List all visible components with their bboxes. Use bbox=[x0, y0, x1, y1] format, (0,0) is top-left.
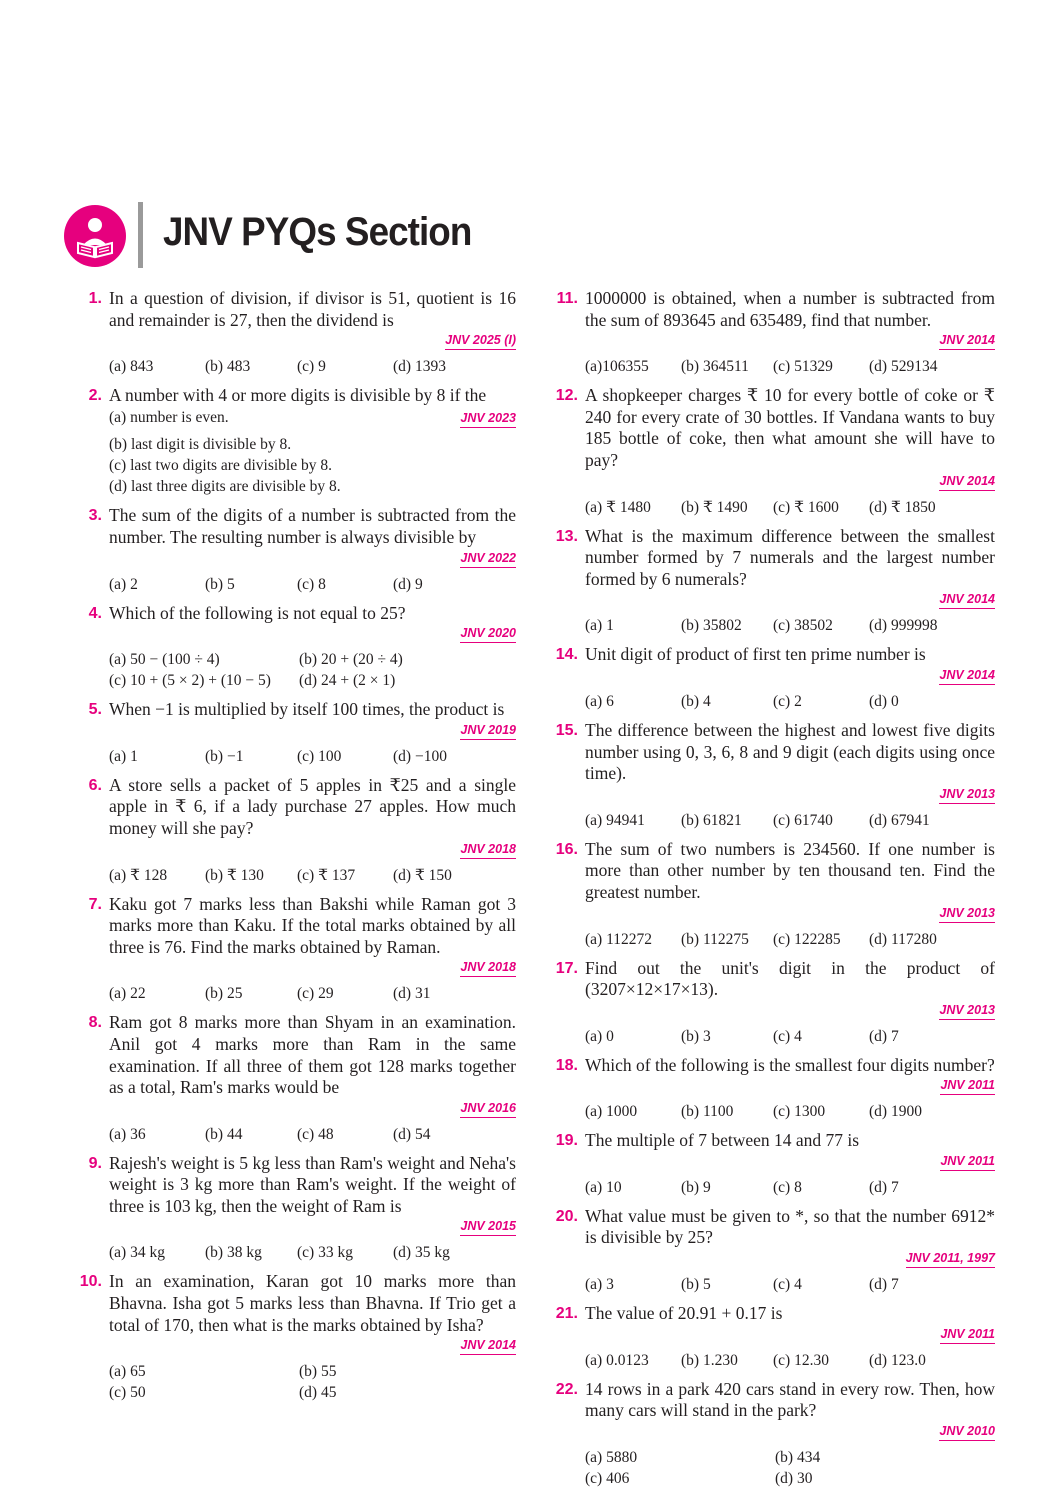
option: (d) 1900 bbox=[869, 1103, 922, 1121]
question-item bbox=[552, 1055, 995, 1123]
question-text: What is the maximum difference between the smallest number formed by 7 numerals and the largest number formed by 6 numerals? bbox=[585, 525, 995, 589]
option: (c) ₹ 137 bbox=[297, 866, 356, 884]
question-item bbox=[552, 839, 995, 950]
options-list bbox=[109, 983, 516, 1004]
question-number: 9. bbox=[88, 1154, 102, 1172]
options-list bbox=[585, 615, 995, 636]
question-number: 10. bbox=[79, 1273, 102, 1291]
options-list bbox=[585, 929, 995, 950]
option: (c) 51329 bbox=[773, 358, 833, 376]
question-number: 17. bbox=[555, 959, 578, 977]
year-tag-line bbox=[109, 330, 516, 350]
options-list bbox=[585, 691, 995, 712]
year-tag-line bbox=[585, 1324, 995, 1344]
year-tag: JNV 2015 bbox=[460, 1218, 516, 1236]
option: (d) −100 bbox=[393, 747, 447, 765]
question-number: 14. bbox=[555, 646, 578, 664]
option: (c) 4 bbox=[773, 1027, 802, 1045]
question-item bbox=[76, 288, 516, 377]
option: (b) last digit is divisible by 8. bbox=[109, 436, 292, 454]
question-item bbox=[552, 385, 995, 517]
left-column bbox=[76, 288, 516, 1411]
option: (b) 55 bbox=[299, 1363, 337, 1381]
option: (d) 7 bbox=[869, 1276, 899, 1294]
option: (d) 123.0 bbox=[869, 1351, 926, 1369]
question-number: 6. bbox=[88, 776, 102, 794]
question-text: In an examination, Karan got 10 marks more than Bhavna. Isha got 5 marks less than Bhavna. If Trio get a total of 170, then what is the marks obtained by Isha? bbox=[109, 1271, 516, 1335]
year-tag-line bbox=[109, 623, 516, 643]
option: (d) 7 bbox=[869, 1178, 899, 1196]
option: (a) number is even. bbox=[109, 408, 229, 426]
option: (a) 36 bbox=[109, 1125, 146, 1143]
question-item bbox=[76, 1012, 516, 1144]
year-tag-line bbox=[585, 665, 995, 685]
question-item bbox=[552, 720, 995, 831]
option: (d) 0 bbox=[869, 692, 899, 710]
option: (a) 22 bbox=[109, 985, 146, 1003]
question-item bbox=[76, 1153, 516, 1264]
option: (b) 434 bbox=[775, 1448, 821, 1466]
option: (b) 1.230 bbox=[681, 1351, 738, 1369]
option: (a) 10 bbox=[585, 1178, 622, 1196]
year-tag: JNV 2014 bbox=[939, 473, 995, 491]
options-list bbox=[109, 356, 516, 377]
option: (b) 61821 bbox=[681, 811, 742, 829]
option: (c) 2 bbox=[773, 692, 802, 710]
options-list bbox=[585, 810, 995, 831]
option: (a) 1 bbox=[585, 617, 614, 635]
option: (c) 9 bbox=[297, 358, 326, 376]
section-title: JNV PYQs Section bbox=[163, 210, 472, 254]
options-list bbox=[109, 746, 516, 767]
question-text: Which of the following is the smallest four digits number? bbox=[585, 1054, 995, 1075]
options-list bbox=[109, 434, 516, 497]
option: (d) 7 bbox=[869, 1027, 899, 1045]
question-number: 4. bbox=[88, 604, 102, 622]
option: (a) ₹ 128 bbox=[109, 866, 168, 884]
option: (a) 3 bbox=[585, 1276, 614, 1294]
year-tag: JNV 2013 bbox=[939, 786, 995, 804]
option: (d) 35 kg bbox=[393, 1244, 450, 1262]
options-list bbox=[585, 1177, 995, 1198]
option: (d) 9 bbox=[393, 575, 423, 593]
question-item bbox=[76, 775, 516, 886]
option: (c) 48 bbox=[297, 1125, 334, 1143]
year-tag-line bbox=[585, 903, 995, 923]
question-text: Find out the unit's digit in the product of (3207×12×17×13). bbox=[585, 957, 995, 1000]
option: (a) 94941 bbox=[585, 811, 645, 829]
year-tag: JNV 2023 bbox=[460, 410, 516, 428]
year-tag: JNV 2025 (I) bbox=[445, 332, 516, 350]
option: (c) 100 bbox=[297, 747, 342, 765]
option: (d) 529134 bbox=[869, 358, 938, 376]
option: (c) 8 bbox=[297, 575, 326, 593]
question-number: 7. bbox=[88, 895, 102, 913]
year-tag-line bbox=[109, 548, 516, 568]
question-text: Kaku got 7 marks less than Bakshi while Raman got 3 marks more than Kaku. If the total marks obtained by all three is 76. Find the marks obtained by Raman. bbox=[109, 893, 516, 957]
question-text: In a question of division, if divisor is 51, quotient is 16 and remainder is 27, then the dividend is bbox=[109, 288, 516, 330]
header-divider bbox=[138, 202, 143, 268]
option: (a) 50 − (100 ÷ 4) bbox=[109, 651, 220, 669]
option: (b) 44 bbox=[205, 1125, 243, 1143]
option: (b) −1 bbox=[205, 747, 244, 765]
question-text: The sum of two numbers is 234560. If one number is more than other number by ten thousand ten. Find the greatest number. bbox=[585, 838, 995, 902]
year-tag: JNV 2011, 1997 bbox=[906, 1250, 995, 1268]
question-item bbox=[552, 1379, 995, 1489]
question-number: 22. bbox=[555, 1380, 578, 1398]
options-list bbox=[585, 1101, 995, 1122]
option: (a) 0.0123 bbox=[585, 1351, 649, 1369]
year-tag-line bbox=[585, 1248, 995, 1268]
year-tag: JNV 2018 bbox=[460, 841, 516, 859]
option: (c) last two digits are divisible by 8. bbox=[109, 457, 332, 475]
option: (a) 5880 bbox=[585, 1448, 638, 1466]
question-number: 20. bbox=[555, 1207, 578, 1225]
question-number: 3. bbox=[88, 507, 102, 525]
option: (a)106355 bbox=[585, 358, 649, 376]
option: (b) 1100 bbox=[681, 1103, 734, 1121]
question-number: 1. bbox=[88, 290, 102, 307]
option: (b) ₹ 1490 bbox=[681, 498, 748, 516]
question-text: Ram got 8 marks more than Shyam in an examination. Anil got 4 marks more than Ram in the same examination. If all three of them got 128 marks together as a total, Ram's marks would be bbox=[109, 1012, 516, 1098]
option: (c) 61740 bbox=[773, 811, 833, 829]
question-item bbox=[552, 958, 995, 1047]
options-list bbox=[109, 865, 516, 886]
year-tag-line bbox=[585, 1075, 995, 1095]
option: (a) 34 kg bbox=[109, 1244, 165, 1262]
year-tag-line bbox=[585, 1000, 995, 1020]
question-number: 19. bbox=[555, 1132, 578, 1150]
year-tag-line bbox=[585, 589, 995, 609]
question-item bbox=[76, 505, 516, 594]
year-tag: JNV 2018 bbox=[460, 959, 516, 977]
options-list bbox=[585, 1274, 995, 1295]
option: (b) 5 bbox=[205, 575, 235, 593]
option: (c) 122285 bbox=[773, 930, 841, 948]
option: (b) 3 bbox=[681, 1027, 711, 1045]
year-tag: JNV 2013 bbox=[939, 905, 995, 923]
option: (a) 112272 bbox=[585, 930, 653, 948]
option: (d) 30 bbox=[775, 1469, 813, 1487]
question-text: A number with 4 or more digits is divisible by 8 if the bbox=[109, 385, 487, 406]
option: (b) 9 bbox=[681, 1178, 711, 1196]
option: (c) 12.30 bbox=[773, 1351, 829, 1369]
question-item bbox=[76, 603, 516, 692]
year-tag-line bbox=[109, 957, 516, 977]
question-text: 14 rows in a park 420 cars stand in every row. Then, how many cars will stand in the park? bbox=[585, 1378, 995, 1421]
question-item bbox=[552, 526, 995, 637]
option: (a) ₹ 1480 bbox=[585, 498, 651, 516]
question-text: Rajesh's weight is 5 kg less than Ram's weight and Neha's weight is 3 kg more than Ram's weight. If the weight of three is 103 kg, then the weight of Ram is bbox=[109, 1152, 516, 1216]
year-tag: JNV 2014 bbox=[939, 667, 995, 685]
question-item bbox=[552, 644, 995, 712]
question-text: Which of the following is not equal to 25? bbox=[109, 602, 406, 623]
option: (b) ₹ 130 bbox=[205, 866, 264, 884]
year-tag-line bbox=[585, 1421, 995, 1441]
year-tag-line bbox=[109, 720, 516, 740]
question-number: 16. bbox=[555, 840, 578, 858]
option-tag-row bbox=[109, 407, 516, 429]
option: (b) 364511 bbox=[681, 358, 749, 376]
question-text: A store sells a packet of 5 apples in ₹25 and a single apple in ₹ 6, if a lady purchase 27 apples. How much money will she pay? bbox=[109, 774, 516, 838]
question-item bbox=[76, 894, 516, 1005]
year-tag-line bbox=[585, 1151, 995, 1171]
question-item bbox=[76, 699, 516, 767]
year-tag: JNV 2011 bbox=[940, 1326, 995, 1344]
question-text: What value must be given to *, so that the number 6912* is divisible by 25? bbox=[585, 1205, 995, 1248]
year-tag: JNV 2014 bbox=[939, 332, 995, 350]
option: (d) ₹ 150 bbox=[393, 866, 452, 884]
year-tag: JNV 2011 bbox=[940, 1153, 995, 1171]
option: (d) 31 bbox=[393, 985, 431, 1003]
option: (d) ₹ 1850 bbox=[869, 498, 936, 516]
year-tag: JNV 2013 bbox=[939, 1002, 995, 1020]
option: (c) 8 bbox=[773, 1178, 802, 1196]
options-list bbox=[585, 497, 995, 518]
option: (b) 20 + (20 ÷ 4) bbox=[299, 651, 403, 669]
option: (d) 117280 bbox=[869, 930, 937, 948]
option: (c) 4 bbox=[773, 1276, 802, 1294]
section-header bbox=[62, 202, 662, 272]
question-item bbox=[76, 385, 516, 497]
year-tag: JNV 2022 bbox=[460, 550, 516, 568]
year-tag-line bbox=[109, 1335, 516, 1355]
year-tag: JNV 2010 bbox=[939, 1423, 995, 1441]
question-text: The multiple of 7 between 14 and 77 is bbox=[585, 1130, 860, 1151]
option: (a) 0 bbox=[585, 1027, 614, 1045]
option: (c) 50 bbox=[109, 1384, 146, 1402]
option: (d) 1393 bbox=[393, 358, 446, 376]
year-tag: JNV 2019 bbox=[460, 722, 516, 740]
year-tag: JNV 2014 bbox=[939, 591, 995, 609]
question-text: A shopkeeper charges ₹ 10 for every bottle of coke or ₹ 240 for every crate of 30 bottles. If Vandana wants to buy 185 bottle of coke, then what amount she will have to pay? bbox=[585, 385, 995, 470]
option: (c) 1300 bbox=[773, 1103, 826, 1121]
option: (b) 112275 bbox=[681, 930, 749, 948]
options-list bbox=[109, 1124, 516, 1145]
right-column bbox=[552, 288, 995, 1497]
option: (d) last three digits are divisible by 8. bbox=[109, 478, 341, 496]
option: (d) 67941 bbox=[869, 811, 930, 829]
options-list bbox=[585, 1350, 995, 1371]
year-tag-line bbox=[585, 784, 995, 804]
option: (a) 2 bbox=[109, 575, 138, 593]
option: (c) 406 bbox=[585, 1469, 630, 1487]
year-tag: JNV 2011 bbox=[940, 1077, 995, 1095]
question-number: 2. bbox=[88, 387, 102, 405]
year-tag: JNV 2016 bbox=[460, 1100, 516, 1118]
year-tag-line bbox=[585, 330, 995, 350]
options-list bbox=[585, 1026, 995, 1047]
question-number: 15. bbox=[555, 721, 578, 739]
option: (a) 1000 bbox=[585, 1103, 638, 1121]
question-item bbox=[552, 1206, 995, 1295]
question-number: 18. bbox=[555, 1056, 578, 1074]
question-item bbox=[552, 1130, 995, 1198]
question-number: 21. bbox=[555, 1305, 578, 1323]
question-item bbox=[552, 288, 995, 377]
option: (b) 35802 bbox=[681, 617, 742, 635]
options-list bbox=[109, 1242, 516, 1263]
question-number: 11. bbox=[556, 290, 578, 307]
option: (d) 999998 bbox=[869, 617, 938, 635]
option: (c) 10 + (5 × 2) + (10 − 5) bbox=[109, 672, 271, 690]
option: (b) 5 bbox=[681, 1276, 711, 1294]
question-text: The difference between the highest and lowest five digits number using 0, 3, 6, 8 and 9 digit (each digits using once time). bbox=[585, 719, 995, 784]
option: (b) 4 bbox=[681, 692, 711, 710]
option: (b) 25 bbox=[205, 985, 243, 1003]
question-text: The sum of the digits of a number is subtracted from the number. The resulting number is always divisible by bbox=[109, 505, 516, 547]
question-item bbox=[76, 1271, 516, 1403]
question-text: Unit digit of product of first ten prime number is bbox=[585, 644, 926, 665]
question-text: 1000000 is obtained, when a number is subtracted from the sum of 893645 and 635489, find that number. bbox=[585, 288, 995, 330]
year-tag-line bbox=[109, 839, 516, 859]
option: (a) 1 bbox=[109, 747, 138, 765]
option: (a) 843 bbox=[109, 358, 154, 376]
year-tag: JNV 2014 bbox=[460, 1337, 516, 1355]
option: (d) 24 + (2 × 1) bbox=[299, 672, 396, 690]
question-number: 13. bbox=[555, 527, 578, 545]
option: (c) ₹ 1600 bbox=[773, 498, 839, 516]
question-number: 12. bbox=[555, 387, 578, 405]
year-tag-line bbox=[585, 471, 995, 491]
option: (b) 483 bbox=[205, 358, 251, 376]
option: (b) 38 kg bbox=[205, 1244, 262, 1262]
options-list bbox=[109, 574, 516, 595]
option: (c) 29 bbox=[297, 985, 334, 1003]
question-item bbox=[552, 1303, 995, 1371]
option: (c) 38502 bbox=[773, 617, 833, 635]
year-tag-line bbox=[109, 1098, 516, 1118]
question-number: 5. bbox=[88, 701, 102, 719]
option: (a) 65 bbox=[109, 1363, 146, 1381]
question-text: The value of 20.91 + 0.17 is bbox=[585, 1303, 783, 1324]
options-list bbox=[585, 356, 995, 377]
question-text: When −1 is multiplied by itself 100 times, the product is bbox=[109, 699, 505, 720]
option: (a) 6 bbox=[585, 692, 614, 710]
options-list bbox=[585, 1447, 995, 1489]
question-number: 8. bbox=[88, 1014, 102, 1032]
option: (c) 33 kg bbox=[297, 1244, 353, 1262]
options-list bbox=[109, 1361, 516, 1403]
year-tag-line bbox=[109, 1216, 516, 1236]
year-tag: JNV 2020 bbox=[460, 625, 516, 643]
option: (d) 54 bbox=[393, 1125, 431, 1143]
option: (d) 45 bbox=[299, 1384, 337, 1402]
options-list bbox=[109, 649, 516, 691]
reader-book-icon bbox=[64, 205, 126, 267]
